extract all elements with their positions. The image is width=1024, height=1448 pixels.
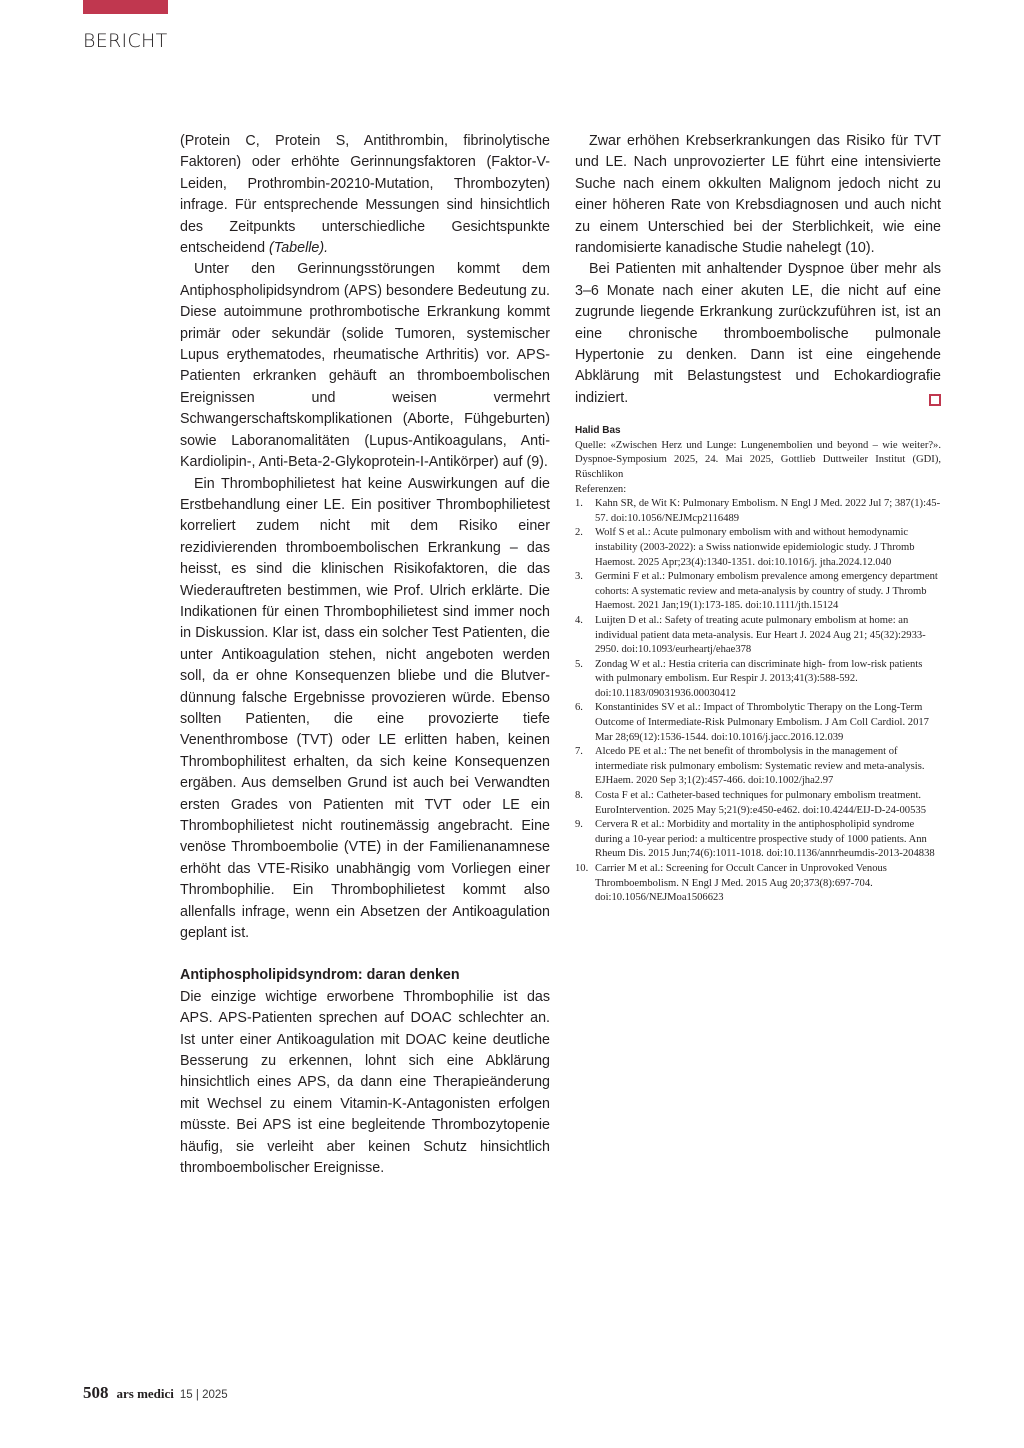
body-paragraph: Zwar erhöhen Krebserkrankungen das Risiko für TVT und LE. Nach unprovozierter LE führt eine intensivierte Suche nach einem okkulten Malignom jedoch nicht zu einer höheren Rate von Krebsdiagnosen und auch nicht zu einem Unterschied bei der Sterblichkeit, wie eine randomisierte kanadische Studie nahelegt (10). bbox=[575, 133, 941, 257]
journal-name: ars medici bbox=[116, 1386, 174, 1401]
page-number: 508 bbox=[83, 1383, 109, 1402]
subheading: Antiphospholipidsyndrom: daran denken bbox=[180, 967, 460, 984]
reference-item: 6. Konstantinides SV et al.: Impact of Thrombolytic Therapy on the Long-Term Outcome of Intermediate-Risk Pulmonary Embolism. J Am Coll Cardiol. 2017 Mar 28;69(12):1536-1544. doi:10.1016/j.jacc.2016.12.039 bbox=[575, 702, 929, 743]
section-label: BERICHT bbox=[83, 30, 168, 52]
reference-item: 1. Kahn SR, de Wit K: Pulmonary Embolism. N Engl J Med. 2022 Jul 7; 387(1):45-57. doi:10.1056/NEJMcp2116489 bbox=[575, 498, 941, 524]
references-title: Referenzen: bbox=[575, 483, 627, 495]
end-of-article-square-icon bbox=[929, 394, 941, 406]
references-list bbox=[575, 497, 941, 906]
reference-item: 4. Luijten D et al.: Safety of treating acute pulmonary embolism at home: an individual patient data meta-analysis. Eur Heart J. 2024 Aug 21; 45(32):2933-2950. doi:10.1093/eurheartj/ehae378 bbox=[575, 614, 926, 656]
author-name: Halid Bas bbox=[575, 425, 621, 437]
reference-item: 5. Zondag W et al.: Hestia criteria can discriminate high- from low-risk patients with pulmonary embolism. Eur Respir J. 2013;41(3):588-592. doi:10.1183/09031936.00030412 bbox=[575, 658, 923, 699]
reference-item: 9. Cervera R et al.: Morbidity and mortality in the antiphospholipid syndrome during a 10-year period: a multicentre prospective study of 1000 patients. Ann Rheum Dis. 2015 Jun;74(6):1011-1018. doi:10.1136/annrheumdis-2013-204838 bbox=[575, 819, 935, 860]
table-reference: (Tabelle). bbox=[269, 240, 329, 257]
page-footer bbox=[83, 1383, 228, 1403]
body-paragraph: Unter den Gerinnungsstörungen kommt dem Antiphospholipidsyndrom (APS) besondere Bedeutung zu. Diese autoimmune prothrombotische Erkrankung kommt primär oder sekundär (solide Tumoren, systemischer Lupus erythematodes, rheumatische Arthritis) vor. APS-Patienten erkranken gehäuft an thromboembolischen Ereignissen und weisen vermehrt Schwangerschaftskomplikationen (Aborte, Fühgeburten) sowie Laboranomalitäten (Lupus-Antikoagulans, Anti-Kardiolipin-, Anti-Beta-2-Glykoprotein-I-Antikörper) auf (9). bbox=[180, 261, 550, 471]
issue-number: 15 | 2025 bbox=[179, 1389, 228, 1401]
left-column bbox=[180, 131, 550, 1180]
section-accent-bar bbox=[83, 0, 168, 14]
reference-item: 8. Costa F et al.: Catheter-based techniques for pulmonary embolism treatment. EuroIntervention. 2025 May 5;21(9):e450-e462. doi:10.4244/EIJ-D-24-00535 bbox=[575, 790, 926, 816]
body-paragraph: Bei Patienten mit anhaltender Dyspnoe über mehr als 3–6 Monate nach einer akuten LE, die nicht auf eine zugrunde liegende Erkrankung zurückzuführen ist, ist an eine chronische thromboembolische pulmonale Hypertonie zu denken. Dann ist eine eingehende Abklärung mit Belastungstest und Echokardiografie indiziert. bbox=[575, 261, 941, 406]
body-paragraph: (Protein C, Protein S, Antithrombin, fibrinolytische Faktoren) oder erhöhte Gerinnungsfaktoren (Faktor-V-Leiden, Prothrombin-20210-Mutation, Thrombozyten) infrage. Für entsprechende Messungen sind hinsichtlich des Zeitpunkts unterschiedliche Gesichtspunkte entscheidend (Tabelle). bbox=[180, 133, 550, 257]
reference-item: 3. Germini F et al.: Pulmonary embolism prevalence among emergency department cohorts: A systematic review and meta-analysis by country of study. J Thromb Haemost. 2021 Jan;19(1):173-185. doi:10.1111/jth.15124 bbox=[575, 571, 938, 612]
body-paragraph: Die einzige wichtige erworbene Thrombophilie ist das APS. APS-Patienten sprechen auf DOAC schlechter an. Ist unter einer Antikoagulation mit DOAC keine deutliche Besserung zu erkennen, lohnt sich eine Abklärung hinsichtlich eines APS, da dann eine Therapieänderung mit Wechsel zu einem Vitamin-K-Antagonisten erfolgen müsste. Bei APS ist eine begleitende Thrombozytopenie häufig, sie verleiht aber keinen Schutz hinsichtlich thromboembolischer Ereignisse. bbox=[180, 988, 550, 1177]
reference-item: 7. Alcedo PE et al.: The net benefit of thrombolysis in the management of intermediate risk pulmonary embolism: Systematic review and meta-analysis. EJHaem. 2020 Sep 3;1(2):457-466. doi:10.1002/jha2.97 bbox=[575, 746, 925, 787]
right-column bbox=[575, 131, 941, 906]
source-note: Quelle: «Zwischen Herz und Lunge: Lungenembolien und beyond – wie weiter?». Dyspnoe-Symposium 2025, 24. Mai 2025, Gottlieb Duttweiler Institut (GDI), Rüschlikon bbox=[575, 439, 941, 480]
body-paragraph: Ein Thrombophilietest hat keine Auswirkungen auf die Erstbehandlung einer LE. Ein positiver Thrombophilietest korreliert zudem nicht mit dem Risiko einer rezidivierenden thromboembolischen Erkrankung – das heisst, es sind die klinischen Risikofaktoren, die das Wiederauftreten bestimmen, wie Prof. Ulrich erklärte. Die Indikationen für einen Thrombophilietest sind immer noch in Diskussion. Klar ist, dass ein solcher Test Patienten, die unter Antikoagulation stehen, nicht angeboten werden soll, da er ohne Konsequenzen bliebe und die Blutverdünnung falsche Ergebnisse provozieren würde. Ebenso sollten Patienten, die eine provozierte tiefe Venenthrombose (TVT) oder LE erlitten haben, keinen Thrombophilitest erhalten, da sich keine Konsequenzen ergäben. Aus demselben Grund ist auch bei Verwandten ersten Grades von Patienten mit TVT oder LE ein Thrombophilietest nicht routinemässig angebracht. Eine venöse Thromboembolie (VTE) in der Familienanamnese erhöht das VTE-Risiko unabhängig vom Vorliegen einer Thrombophilie. Ein Thrombophilietest kommt also allenfalls infrage, wenn ein Absetzen der Antikoagulation geplant ist. bbox=[180, 475, 550, 942]
reference-item: 10. Carrier M et al.: Screening for Occult Cancer in Unprovoked Venous Thromboembolism. N Engl J Med. 2015 Aug 20;373(8):697-704. doi:10.1056/NEJMoa1506623 bbox=[575, 863, 887, 904]
reference-item: 2. Wolf S et al.: Acute pulmonary embolism with and without hemodynamic instability (2003-2022): a Swiss nationwide epidemiologic study. J Thromb Haemost. 2025 Apr;23(4):1340-1351. doi:10.1016/j. jtha.2024.12.040 bbox=[575, 527, 915, 568]
